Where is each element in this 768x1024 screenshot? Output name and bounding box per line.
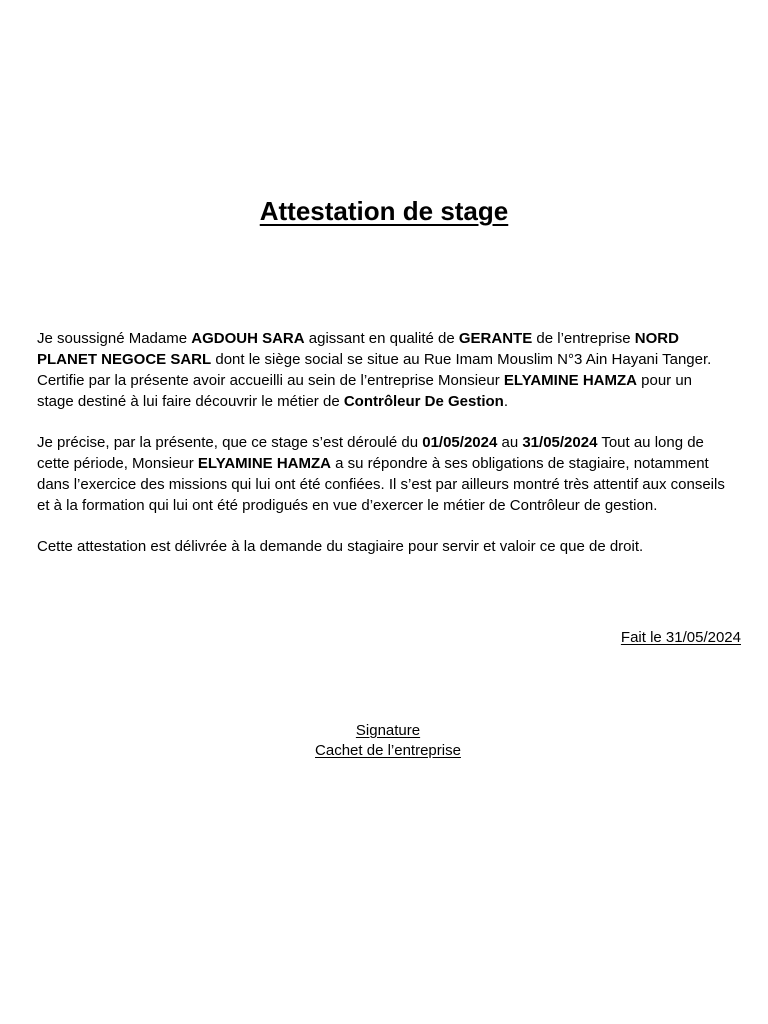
company-stamp-label: Cachet de l’entreprise: [315, 742, 461, 759]
signature-label: Signature: [355, 722, 421, 739]
emphasis-text: GERANTE: [458, 330, 533, 347]
document-title: Attestation de stage: [259, 196, 509, 226]
emphasis-text: NORD PLANET NEGOCE SARL: [37, 330, 679, 368]
date-line: Fait le 31/05/2024: [620, 629, 741, 646]
paragraph-3: Cette attestation est délivrée à la demande du stagiaire pour servir et valoir ce que de droit.: [37, 538, 644, 555]
emphasis-text: Contrôleur De Gestion: [343, 393, 504, 410]
emphasis-text: 31/05/2024: [522, 434, 598, 451]
emphasis-text: ELYAMINE HAMZA: [197, 455, 331, 472]
emphasis-text: 01/05/2024: [422, 434, 498, 451]
emphasis-text: AGDOUH SARA: [191, 330, 305, 347]
emphasis-text: ELYAMINE HAMZA: [503, 372, 637, 389]
paragraph-2: Je précise, par la présente, que ce stage s’est déroulé du 01/05/2024 au 31/05/2024 Tout au long de cette période, Monsieur ELYAMINE HAMZA a su répondre à ses obligations de stagiaire, notamment dans l’exercice des missions qui lui ont été confiées. Il s’est par ailleurs montré très attentif aux conseils et à la formation qui lui ont été prodigués en vue d’exercer le métier de Contrôleur de gestion.: [37, 434, 725, 514]
signature-block: [0, 721, 768, 761]
document-body: [37, 328, 727, 577]
paragraph-1: Je soussigné Madame AGDOUH SARA agissant en qualité de GERANTE de l’entreprise NORD PLANET NEGOCE SARL dont le siège social se situe au Rue Imam Mouslim N°3 Ain Hayani Tanger. Certifie par la présente avoir accueilli au sein de l’entreprise Monsieur ELYAMINE HAMZA pour un stage destiné à lui faire découvrir le métier de Contrôleur De Gestion.: [37, 330, 712, 410]
